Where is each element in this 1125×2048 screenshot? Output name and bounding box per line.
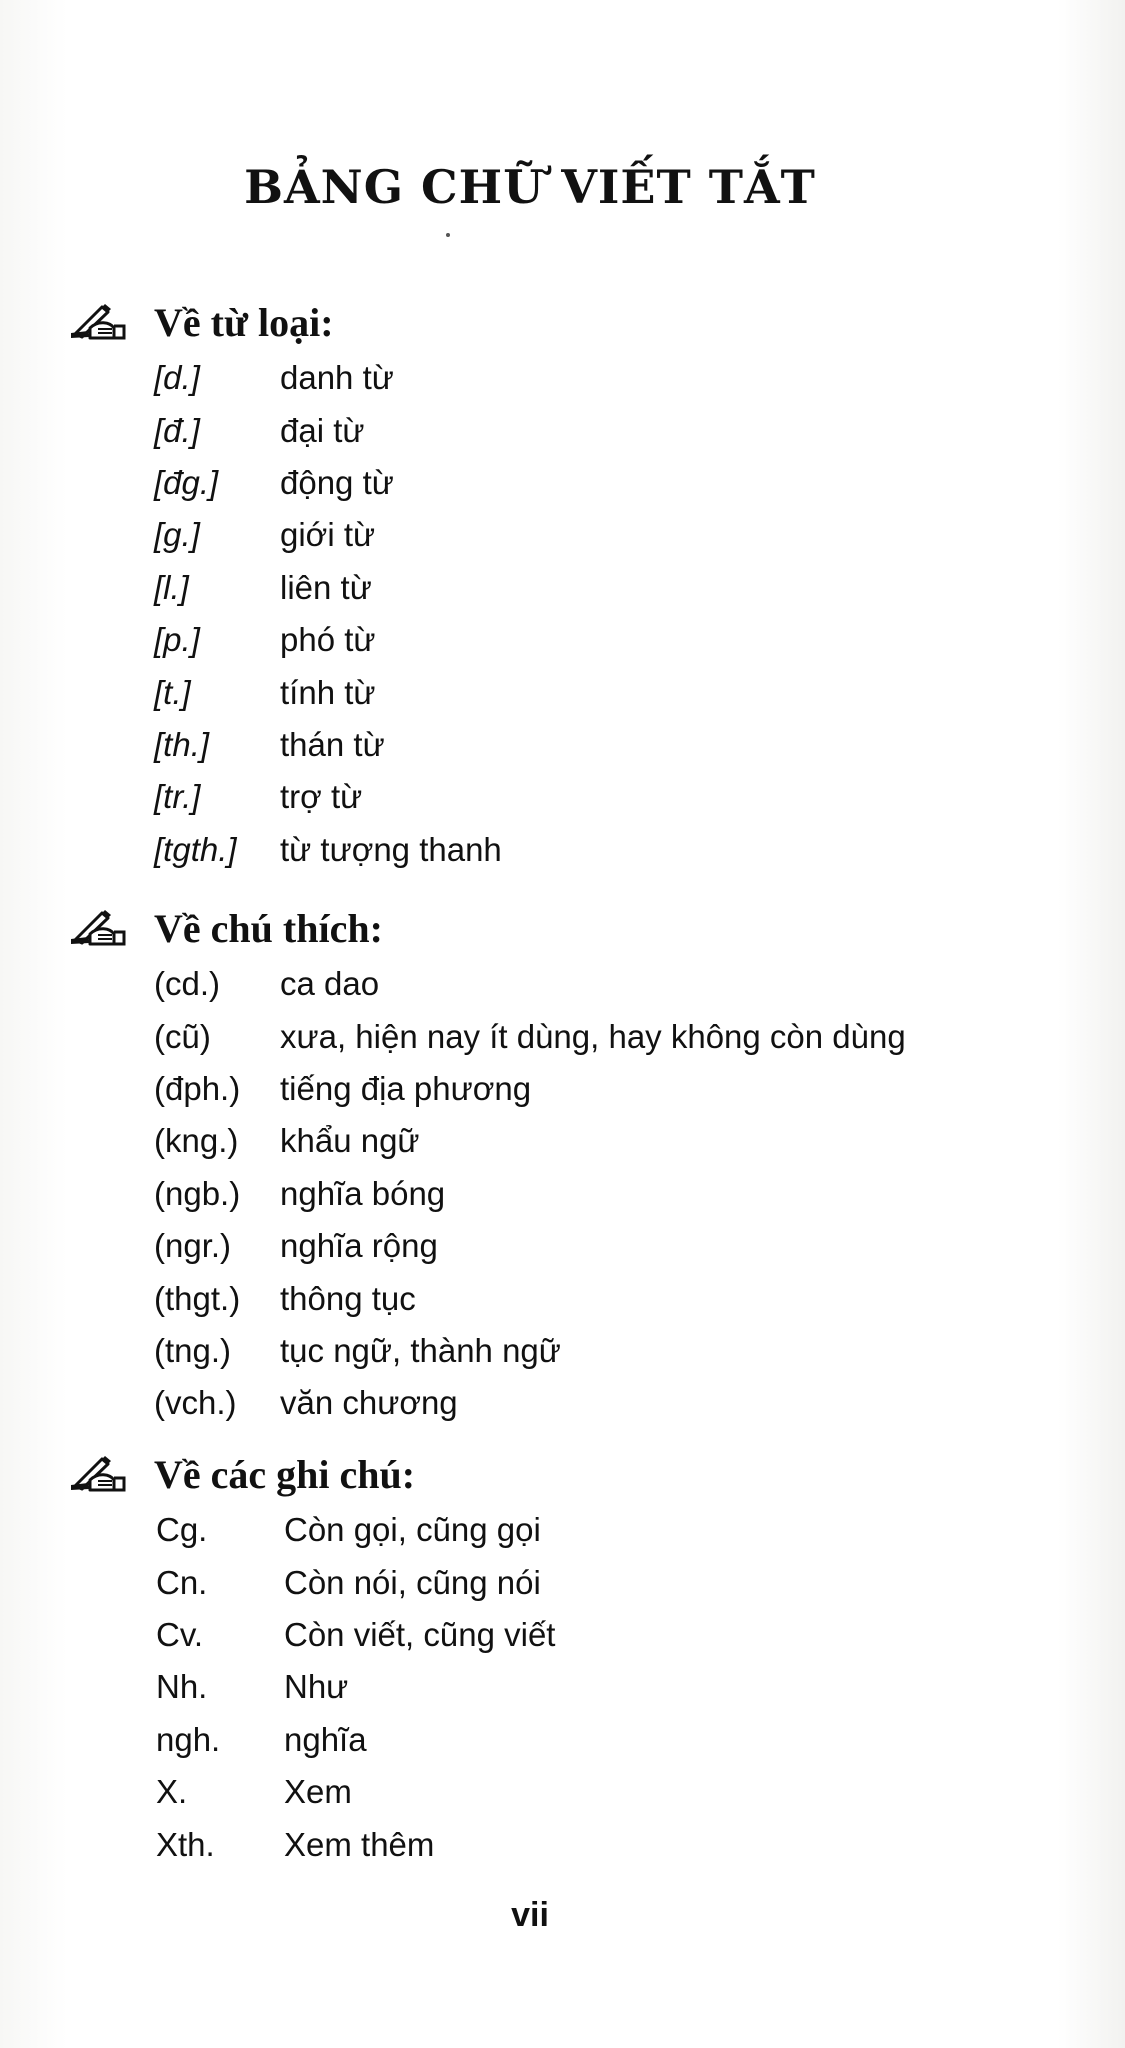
list-item: [154, 958, 1068, 1010]
list-item: [154, 1063, 1068, 1115]
list-item: [154, 1220, 1068, 1272]
list-item: [156, 1818, 1068, 1870]
abbreviation: X.: [156, 1773, 188, 1811]
list-item: [154, 1272, 1068, 1324]
abbreviation: [l.]: [154, 568, 189, 606]
abbreviation-meaning: phó từ: [280, 621, 376, 659]
abbreviation-meaning: tiếng địa phương: [280, 1069, 532, 1107]
abbreviation-list: [156, 1504, 1068, 1871]
list-item: [154, 719, 1068, 771]
abbreviation-meaning: giới từ: [280, 516, 376, 554]
abbreviation: Xth.: [156, 1825, 215, 1863]
list-item: [154, 562, 1068, 614]
abbreviation: (kng.): [154, 1122, 239, 1160]
abbreviation-list: [154, 352, 1068, 876]
section-title: Về chú thích:: [154, 905, 383, 951]
list-item: [154, 666, 1068, 718]
list-item: [156, 1609, 1068, 1661]
abbreviation-meaning: tục ngữ, thành ngữ: [280, 1331, 561, 1369]
abbreviation-meaning: ca dao: [280, 965, 380, 1003]
list-item: [154, 1010, 1068, 1062]
abbreviation-meaning: Còn gọi, cũng gọi: [284, 1511, 541, 1549]
list-item: [156, 1661, 1068, 1713]
abbreviation: (ngr.): [154, 1227, 232, 1265]
writing-hand-icon: [68, 300, 130, 344]
section-title: Về từ loại:: [154, 299, 334, 345]
page-title: BẢNG CHỮ VIẾT TẮT: [244, 160, 816, 214]
section-heading: [68, 292, 1068, 352]
abbreviation-meaning: nghĩa bóng: [280, 1174, 446, 1212]
page-number: vii: [511, 1896, 549, 1934]
abbreviation-meaning: thông tục: [280, 1279, 416, 1317]
abbreviation: [tr.]: [154, 778, 201, 816]
list-item: [154, 1377, 1068, 1429]
list-item: [156, 1714, 1068, 1766]
section-notes: [68, 1444, 1068, 1871]
abbreviation: Nh.: [156, 1668, 208, 1706]
abbreviation-meaning: thán từ: [280, 725, 385, 763]
abbreviation: [tgth.]: [154, 830, 237, 868]
abbreviation: (cũ): [154, 1017, 211, 1055]
abbreviation-meaning: từ tượng thanh: [280, 830, 502, 868]
list-item: [154, 824, 1068, 876]
abbreviation-meaning: nghĩa rộng: [280, 1227, 438, 1265]
abbreviation: [đg.]: [154, 463, 219, 501]
section-title: Về các ghi chú:: [154, 1451, 416, 1497]
abbreviation-meaning: trợ từ: [280, 778, 363, 816]
abbreviation-meaning: khẩu ngữ: [280, 1122, 420, 1160]
list-item: [154, 1115, 1068, 1167]
list-item: [154, 614, 1068, 666]
abbreviation: ngh.: [156, 1720, 221, 1758]
abbreviation: Cg.: [156, 1511, 208, 1549]
abbreviation: [th.]: [154, 725, 210, 763]
abbreviation: (tng.): [154, 1331, 232, 1369]
list-item: [154, 1168, 1068, 1220]
section-word-class: [68, 292, 1068, 876]
list-item: [154, 404, 1068, 456]
list-item: [154, 457, 1068, 509]
list-item: [154, 1325, 1068, 1377]
abbreviation-meaning: danh từ: [280, 359, 394, 397]
abbreviation: [g.]: [154, 516, 200, 554]
abbreviation-meaning: Xem: [284, 1773, 352, 1811]
list-item: [156, 1504, 1068, 1556]
abbreviation: (vch.): [154, 1384, 237, 1422]
section-heading: [68, 1444, 1068, 1504]
abbreviation: Cn.: [156, 1563, 208, 1601]
abbreviation: (ngb.): [154, 1174, 241, 1212]
abbreviation-meaning: tính từ: [280, 673, 376, 711]
abbreviation: (cd.): [154, 965, 220, 1003]
list-item: [154, 509, 1068, 561]
abbreviation: (đph.): [154, 1069, 241, 1107]
section-annotations: [68, 898, 1068, 1430]
abbreviation-meaning: Còn viết, cũng viết: [284, 1615, 556, 1653]
abbreviation: Cv.: [156, 1615, 204, 1653]
section-heading: [68, 898, 1068, 958]
writing-hand-icon: [68, 1452, 130, 1496]
list-item: [154, 352, 1068, 404]
stray-dot: [446, 233, 450, 237]
abbreviation-meaning: liên từ: [280, 568, 372, 606]
abbreviation: [t.]: [154, 673, 191, 711]
abbreviation-meaning: Xem thêm: [284, 1825, 435, 1863]
abbreviation-meaning: xưa, hiện nay ít dùng, hay không còn dùng: [280, 1017, 906, 1055]
list-item: [154, 771, 1068, 823]
abbreviation: [p.]: [154, 621, 200, 659]
abbreviation-list: [154, 958, 1068, 1430]
list-item: [156, 1766, 1068, 1818]
abbreviation: [đ.]: [154, 411, 200, 449]
abbreviation-meaning: Còn nói, cũng nói: [284, 1563, 541, 1601]
abbreviation-meaning: đại từ: [280, 411, 365, 449]
abbreviation-meaning: nghĩa: [284, 1720, 367, 1758]
abbreviation: [d.]: [154, 359, 200, 397]
list-item: [156, 1556, 1068, 1608]
writing-hand-icon: [68, 906, 130, 950]
abbreviation: (thgt.): [154, 1279, 241, 1317]
abbreviation-meaning: Như: [284, 1668, 349, 1706]
abbreviation-meaning: văn chương: [280, 1384, 458, 1422]
abbreviation-meaning: động từ: [280, 463, 394, 501]
